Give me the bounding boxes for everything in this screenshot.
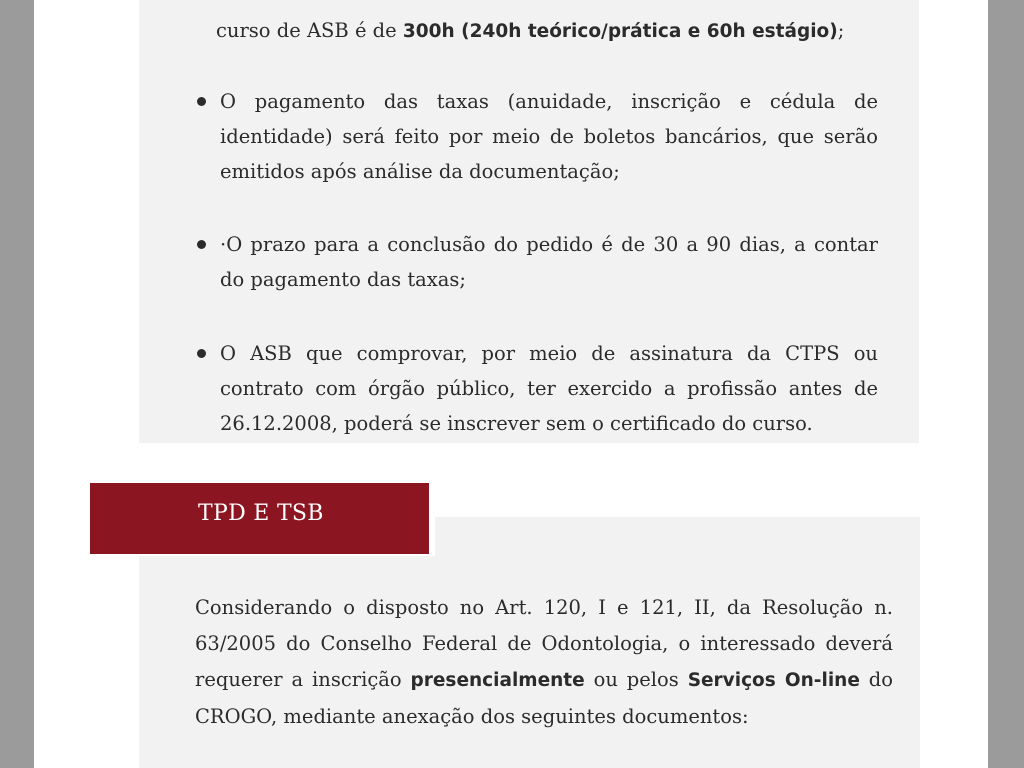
bullet-icon (197, 349, 206, 358)
asb-course-hours-line (216, 14, 916, 49)
paragraph-bold-servicos-online: Serviços On-line (687, 670, 860, 691)
tpd-tsb-paragraph (195, 590, 893, 735)
list-item (220, 84, 878, 189)
intro-suffix: ; (837, 19, 845, 42)
list-item-text: O pagamento das taxas (anuidade, inscrição e cédula de identidade) será feito por meio de boletos bancários, que serão emitidos após análise da documentação; (220, 90, 878, 183)
intro-text: curso de ASB é de (216, 19, 403, 42)
page (34, 0, 988, 768)
paragraph-text: ou pelos (584, 668, 688, 691)
paragraph-text: do CROGO, mediante anexação dos seguintes documentos: (195, 668, 894, 728)
paragraph-bold-presencialmente: presencialmente (410, 670, 585, 691)
list-item-text: O ASB que comprovar, por meio de assinatura da CTPS ou contrato com órgão público, ter exercido a profissão antes de 26.12.2008, poderá se inscrever sem o certificado do curso. (220, 342, 878, 435)
bullet-icon (197, 97, 206, 106)
list-item (220, 336, 878, 441)
intro-bold-hours: 300h (240h teórico/prática e 60h estágio) (402, 21, 838, 42)
section-title: TPD E TSB (198, 501, 324, 526)
bullet-icon (197, 240, 206, 249)
paragraph-text: Considerando o disposto no Art. 120, I e 121, II, da Resolução n. 63/2005 do Conselho Federal de Odontologia, o interessado deverá requerer a inscrição (195, 596, 893, 691)
section-header-tpd-tsb (90, 483, 429, 554)
list-item (220, 227, 878, 297)
list-item-text: ·O prazo para a conclusão do pedido é de 30 a 90 dias, a contar do pagamento das taxas; (220, 233, 878, 291)
